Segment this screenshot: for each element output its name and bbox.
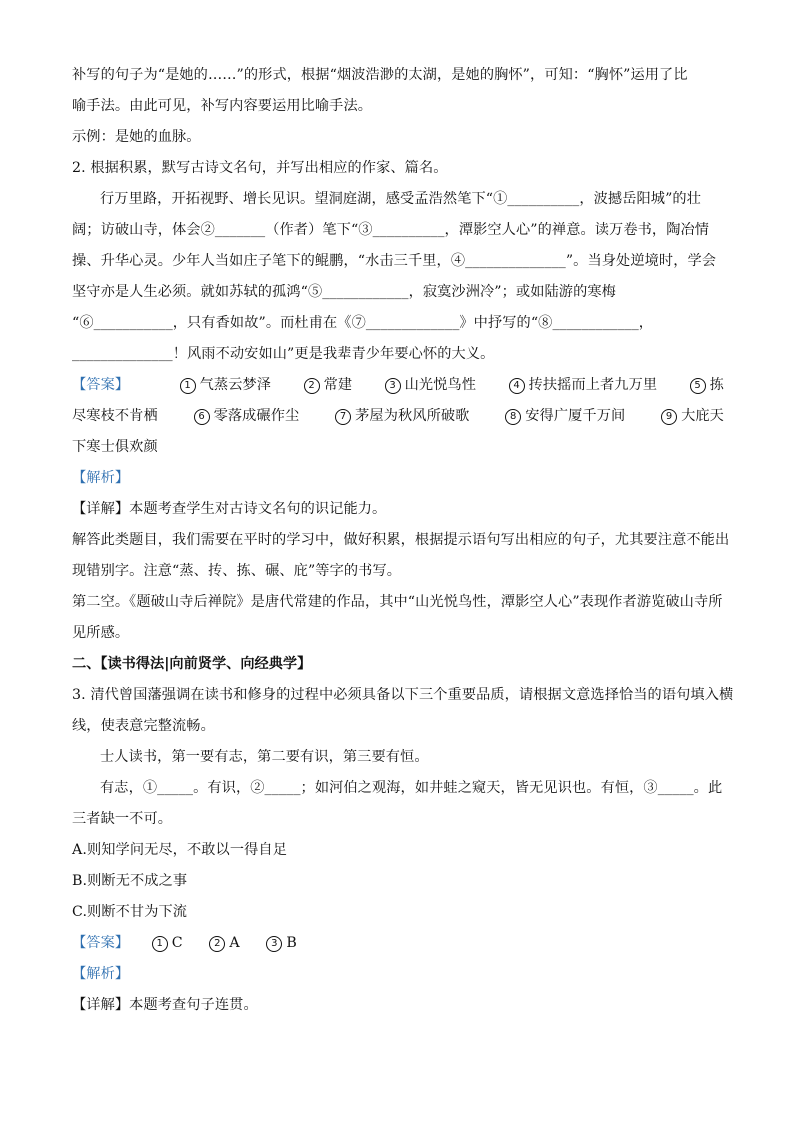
answer-item: 6 零落成碾作尘 [194,401,300,432]
question-2-text: 阔；访破山寺，体会②_______（作者）笔下“③__________，潭影空人心”的禅意。读万卷书，陶冶情 [72,222,710,238]
document-page [72,60,734,1021]
analysis-paragraph: 现错别字。注意“蒸、抟、拣、碾、庇”等字的书写。 [72,563,402,579]
answer-label: 【答案】 [72,377,130,393]
answer-item: 2 A [209,935,239,951]
question-2-text: ______________！风雨不动安如山”更是我辈青少年要心怀的大义。 [72,346,495,362]
text-line: 喻手法。由此可见，补写内容要运用比喻手法。 [72,98,373,114]
question-2-title: 2. 根据积累，默写古诗文名句，并写出相应的作家、篇名。 [72,160,448,176]
answer-item: 4 抟扶摇而上者九万里 [509,370,658,401]
question-3-title: 线，使表意完整流畅。 [72,718,215,734]
answer-item: 1 C [152,935,183,951]
answer-item: 3 山光悦鸟性 [385,370,476,401]
question-2-text: “⑥___________，只有香如故”。而杜甫在《⑦_____________》中抒写的“⑧____________， [72,315,654,331]
answer-1-line [72,370,724,401]
question-2-text: 行万里路，开拓视野、增长见识。望洞庭湖，感受孟浩然笔下“①__________，波撼岳阳城”的壮 [100,191,701,207]
analysis-paragraph: 解答此类题目，我们需要在平时的学习中，做好积累，根据提示语句写出相应的句子，尤其要注意不能出 [72,532,730,548]
question-3-text: 有志，①_____。有识，②_____；如河伯之观海，如井蛙之窥天，皆无见识也。有恒，③_____。此 [100,780,723,796]
analysis-paragraph: 第二空。《题破山寺后禅院》是唐代常建的作品，其中“山光悦鸟性，潭影空人心”表现作者游览破山寺所 [72,594,723,610]
answer-item: 2 常建 [304,370,353,401]
circled-number-icon: 9 [661,409,677,425]
answer-item: 1 气蒸云梦泽 [180,370,271,401]
circled-number-icon: 7 [335,409,351,425]
question-3-text: 三者缺一不可。 [72,811,173,827]
analysis-detail: 【详解】本题考查句子连贯。 [72,997,258,1013]
answer-label: 【答案】 [72,935,130,951]
answer-1-line: 下寒士俱欢颜 [72,439,158,455]
analysis-label: 【解析】 [72,470,130,486]
text-line: 补写的句子为“是她的……”的形式，根据“烟波浩渺的太湖，是她的胸怀”，可知：“胸怀”运用了比 [72,67,688,83]
circled-number-icon: 1 [180,378,196,394]
example-line: 示例：是她的血脉。 [72,129,201,145]
circled-number-icon: 3 [385,378,401,394]
analysis-paragraph: 见所感。 [72,625,130,641]
question-2-text: 操、升华心灵。少年人当如庄子笔下的鲲鹏，“水击三千里，④______________”。当身处逆境时，学会 [72,253,717,269]
answer-item: 3 B [266,935,297,951]
analysis-detail: 【详解】本题考查学生对古诗文名句的识记能力。 [72,501,387,517]
analysis-label: 【解析】 [72,966,130,982]
circled-number-icon: 6 [194,409,210,425]
answer-item: 8 安得广厦千万间 [505,401,625,432]
question-3-title: 3. 清代曾国藩强调在读书和修身的过程中必须具备以下三个重要品质，请根据文意选择恰当的语句填入横 [72,687,734,703]
circled-number-icon: 1 [152,936,168,952]
option-c: C.则断不甘为下流 [72,904,188,920]
option-b: B.则断无不成之事 [72,873,188,889]
answer-item: 9 大庇天 [661,401,724,432]
circled-number-icon: 2 [304,378,320,394]
answer-1-line [72,401,724,432]
section-heading: 二、【读书得法|向前贤学、向经典学】 [72,656,312,672]
answer-item: 7 茅屋为秋风所破歌 [335,401,469,432]
option-a: A.则知学问无尽，不敢以一得自足 [72,842,287,858]
circled-number-icon: 8 [505,409,521,425]
answer-3-line [72,928,724,959]
question-3-text: 士人读书，第一要有志，第二要有识，第三要有恒。 [100,749,429,765]
circled-number-icon: 2 [209,936,225,952]
circled-number-icon: 5 [690,378,706,394]
circled-number-icon: 4 [509,378,525,394]
answer-item: 尽寒枝不肯栖 [72,408,158,424]
question-2-text: 坚守亦是人生必须。就如苏轼的孤鸿“⑤____________，寂寞沙洲冷”；或如陆游的寒梅 [72,284,616,300]
circled-number-icon: 3 [266,936,282,952]
answer-item: 5 拣 [690,370,724,401]
